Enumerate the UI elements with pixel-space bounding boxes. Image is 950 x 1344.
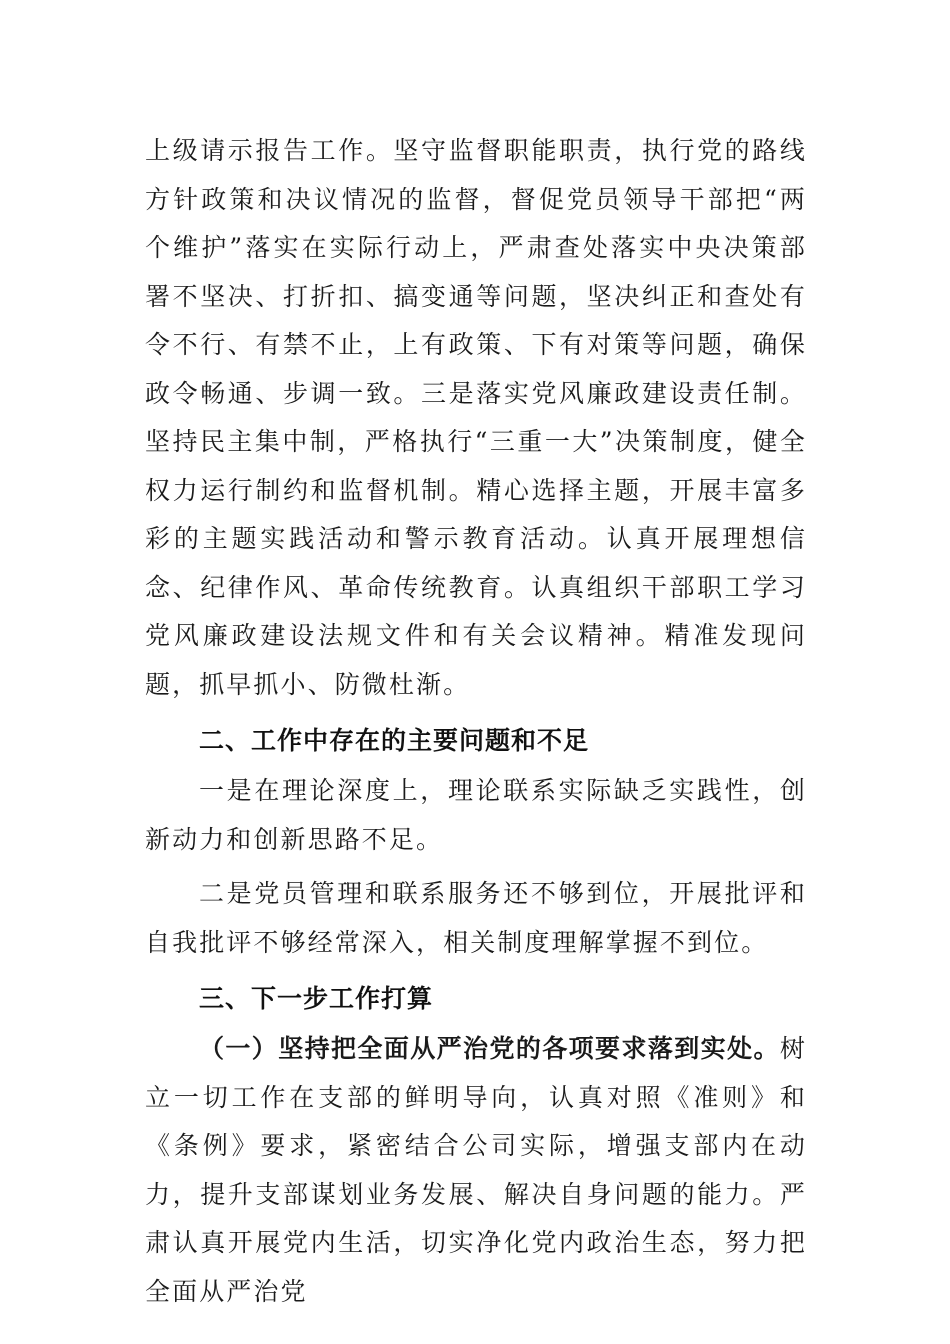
section-heading-3: 三、下一步工作打算: [199, 984, 434, 1013]
document-body: [145, 127, 807, 1316]
paragraph-plan-1: [145, 1025, 807, 1316]
paragraph-plan-1-lead: （一）坚持把全面从严治党的各项要求落到实处。: [199, 1034, 780, 1063]
section-heading-2: 二、工作中存在的主要问题和不足: [199, 726, 590, 755]
paragraph-problem-1: 一是在理论深度上，理论联系实际缺乏实践性，创新动力和创新思路不足。: [145, 776, 807, 854]
paragraph-problem-2: 二是党员管理和联系服务还不够到位，开展批评和自我批评不够经常深入，相关制度理解掌握不到位。: [145, 879, 807, 957]
paragraph-continuation: 上级请示报告工作。坚守监督职能职责，执行党的路线方针政策和决议情况的监督，督促党员领导干部把“两个维护”落实在实际行动上，严肃查处落实中央决策部署不坚决、打折扣、搞变通等问题，坚决纠正和查处有令不行、有禁不止，上有政策、下有对策等问题，确保政令畅通、步调一致。三是落实党风廉政建设责任制。坚持民主集中制，严格执行“三重一大”决策制度，健全权力运行制约和监督机制。精心选择主题，开展丰富多彩的主题实践活动和警示教育活动。认真开展理想信念、纪律作风、革命传统教育。认真组织干部职工学习党风廉政建设法规文件和有关会议精神。精准发现问题，抓早抓小、防微杜渐。: [145, 136, 807, 699]
paragraph-plan-1-body: 树立一切工作在支部的鲜明导向，认真对照《准则》和《条例》要求，紧密结合公司实际，增强支部内在动力，提升支部谋划业务发展、解决自身问题的能力。严肃认真开展党内生活，切实净化党内政治生态，努力把全面从严治党: [145, 1034, 807, 1306]
